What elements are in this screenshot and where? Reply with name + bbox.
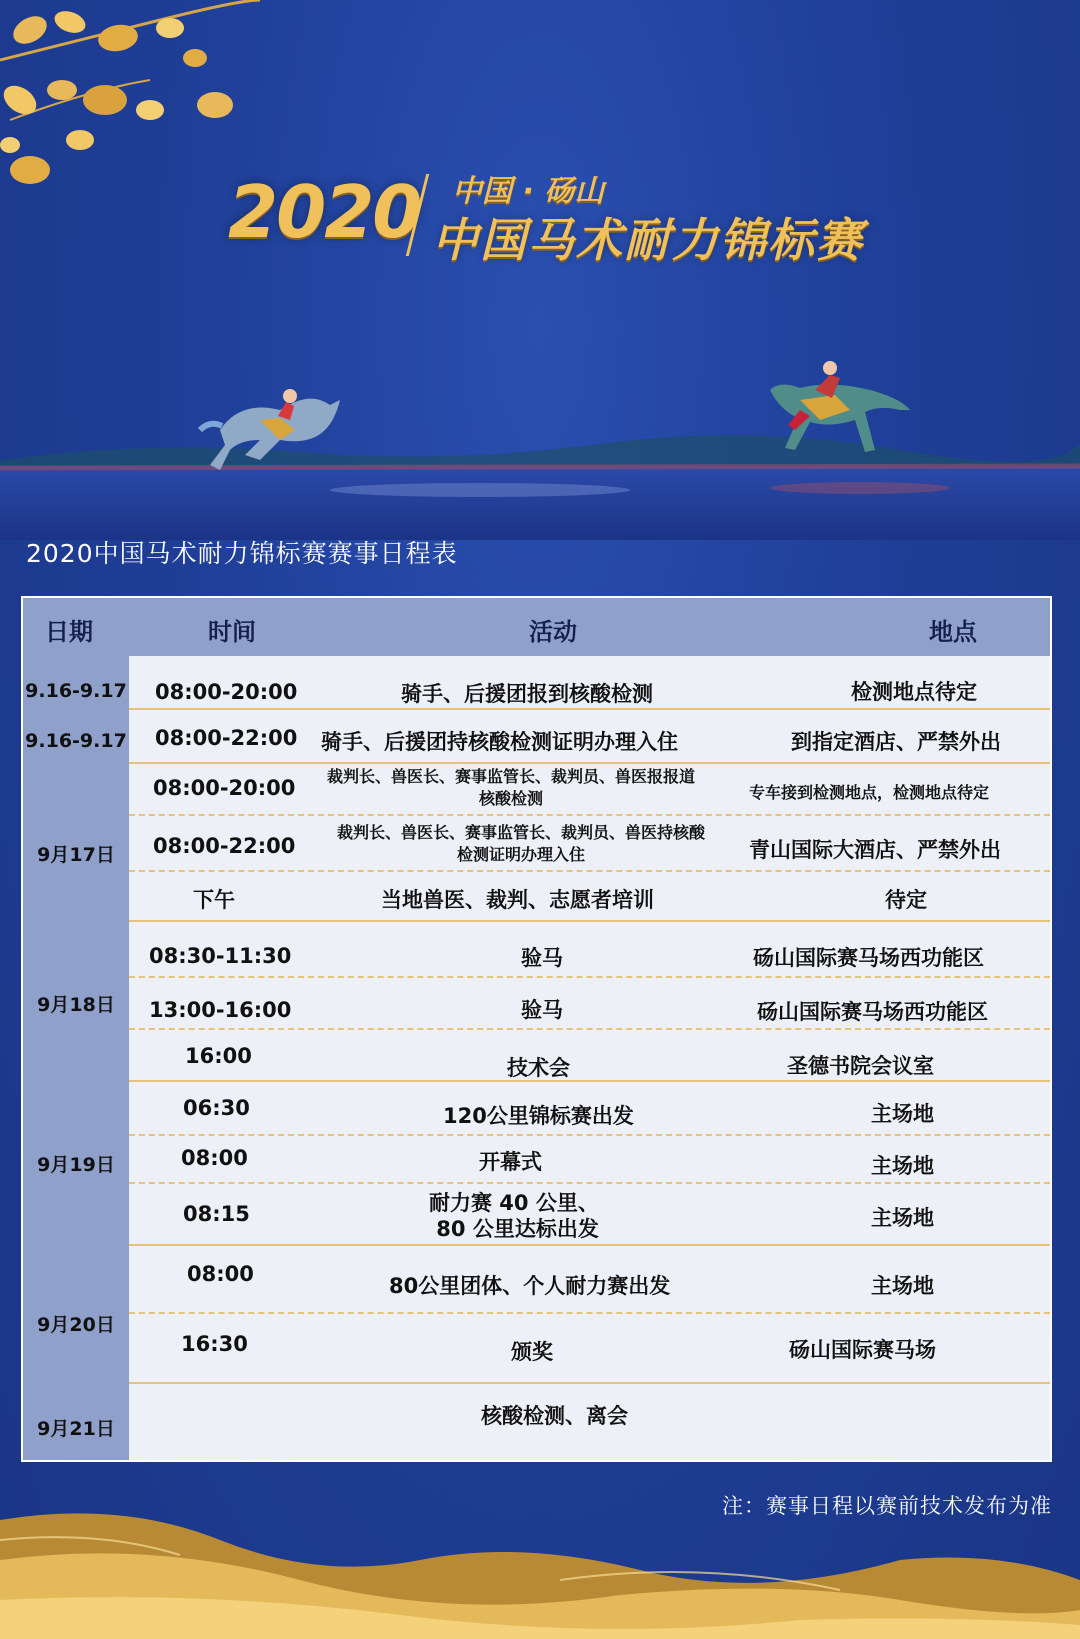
date-cell: 9月19日 bbox=[37, 1154, 115, 1176]
header-activity: 活动 bbox=[529, 618, 577, 646]
activity-cell: 裁判长、兽医长、赛事监管长、裁判员、兽医报报道核酸检测 bbox=[326, 767, 695, 808]
table-row bbox=[129, 816, 1050, 872]
time-cell: 08:00-22:00 bbox=[155, 726, 298, 750]
activity-cell: 骑手、后援团报到核酸检测 bbox=[401, 682, 653, 706]
activity-cell: 颁奖 bbox=[511, 1340, 553, 1364]
time-cell: 13:00-16:00 bbox=[149, 998, 292, 1022]
activity-cell: 120公里锦标赛出发 bbox=[443, 1104, 634, 1128]
location-cell: 砀山国际赛马场西功能区 bbox=[757, 1000, 988, 1024]
location-cell: 圣德书院会议室 bbox=[787, 1054, 934, 1078]
table-header bbox=[23, 598, 1050, 656]
time-cell: 08:00-20:00 bbox=[155, 680, 298, 704]
title-year: 2020 bbox=[228, 170, 421, 254]
location-cell: 青山国际大酒店、严禁外出 bbox=[749, 838, 1001, 862]
location-cell: 专车接到检测地点，检测地点待定 bbox=[749, 783, 990, 802]
time-cell: 08:00 bbox=[181, 1146, 248, 1170]
table-row bbox=[129, 978, 1050, 1030]
table-row bbox=[129, 1082, 1050, 1136]
time-cell: 16:00 bbox=[185, 1044, 252, 1068]
activity-cell: 开幕式 bbox=[479, 1150, 542, 1174]
table-row bbox=[129, 1030, 1050, 1082]
table-row bbox=[129, 1136, 1050, 1184]
table-row bbox=[129, 656, 1050, 710]
location-cell: 到指定酒店、严禁外出 bbox=[791, 730, 1001, 754]
table-row bbox=[129, 872, 1050, 922]
horse-riders-illustration bbox=[0, 340, 1080, 540]
table-row bbox=[129, 710, 1050, 764]
time-cell: 06:30 bbox=[183, 1096, 250, 1120]
activity-cell: 80公里团体、个人耐力赛出发 bbox=[389, 1274, 671, 1298]
title-location: 中国 · 砀山 bbox=[452, 174, 605, 209]
table-row bbox=[129, 1384, 1050, 1460]
time-cell: 08:00-20:00 bbox=[153, 776, 296, 800]
date-cell: 9月17日 bbox=[37, 844, 115, 866]
schedule-caption: 2020中国马术耐力锦标赛赛事日程表 bbox=[26, 539, 458, 568]
table-row bbox=[129, 1184, 1050, 1246]
location-cell: 砀山国际赛马场西功能区 bbox=[753, 946, 984, 970]
activity-cell: 验马 bbox=[521, 998, 563, 1022]
title-event: 中国马术耐力锦标赛 bbox=[432, 213, 864, 267]
activity-cell: 核酸检测、离会 bbox=[481, 1404, 628, 1428]
date-cell: 9月21日 bbox=[37, 1418, 115, 1440]
schedule-table bbox=[21, 596, 1052, 1462]
header-time: 时间 bbox=[208, 618, 256, 646]
time-cell: 08:00-22:00 bbox=[153, 834, 296, 858]
time-cell: 08:30-11:30 bbox=[149, 944, 292, 968]
location-cell: 主场地 bbox=[871, 1206, 934, 1230]
date-cell: 9月20日 bbox=[37, 1314, 115, 1336]
date-column bbox=[23, 656, 129, 1460]
date-cell: 9月18日 bbox=[37, 994, 115, 1016]
footnote: 注：赛事日程以赛前技术发布为准 bbox=[722, 1494, 1052, 1518]
activity-cell: 技术会 bbox=[507, 1056, 570, 1080]
time-cell: 下午 bbox=[193, 888, 235, 912]
date-cell: 9.16-9.17 bbox=[25, 730, 127, 752]
activity-cell: 当地兽医、裁判、志愿者培训 bbox=[381, 888, 654, 912]
location-cell: 主场地 bbox=[871, 1154, 934, 1178]
table-body bbox=[129, 656, 1050, 1460]
table-row bbox=[129, 764, 1050, 816]
gold-mountains-decoration bbox=[0, 1500, 1080, 1639]
location-cell: 主场地 bbox=[871, 1274, 934, 1298]
table-row bbox=[129, 1246, 1050, 1314]
poster-title bbox=[220, 160, 900, 270]
activity-cell: 裁判长、兽医长、赛事监管长、裁判员、兽医持核酸检测证明办理入住 bbox=[336, 823, 705, 864]
location-cell: 检测地点待定 bbox=[851, 680, 977, 704]
header-location: 地点 bbox=[929, 618, 977, 646]
time-cell: 08:15 bbox=[183, 1202, 250, 1226]
location-cell: 砀山国际赛马场 bbox=[789, 1338, 936, 1362]
location-cell: 待定 bbox=[885, 888, 927, 912]
table-row bbox=[129, 1314, 1050, 1384]
header-date: 日期 bbox=[45, 618, 93, 646]
time-cell: 08:00 bbox=[187, 1262, 254, 1286]
date-cell: 9.16-9.17 bbox=[25, 680, 127, 702]
activity-cell: 验马 bbox=[521, 946, 563, 970]
activity-cell: 耐力赛 40 公里、 80 公里达标出发 bbox=[429, 1191, 599, 1241]
location-cell: 主场地 bbox=[871, 1102, 934, 1126]
table-row bbox=[129, 922, 1050, 978]
time-cell: 16:30 bbox=[181, 1332, 248, 1356]
activity-cell: 骑手、后援团持核酸检测证明办理入住 bbox=[321, 730, 678, 754]
